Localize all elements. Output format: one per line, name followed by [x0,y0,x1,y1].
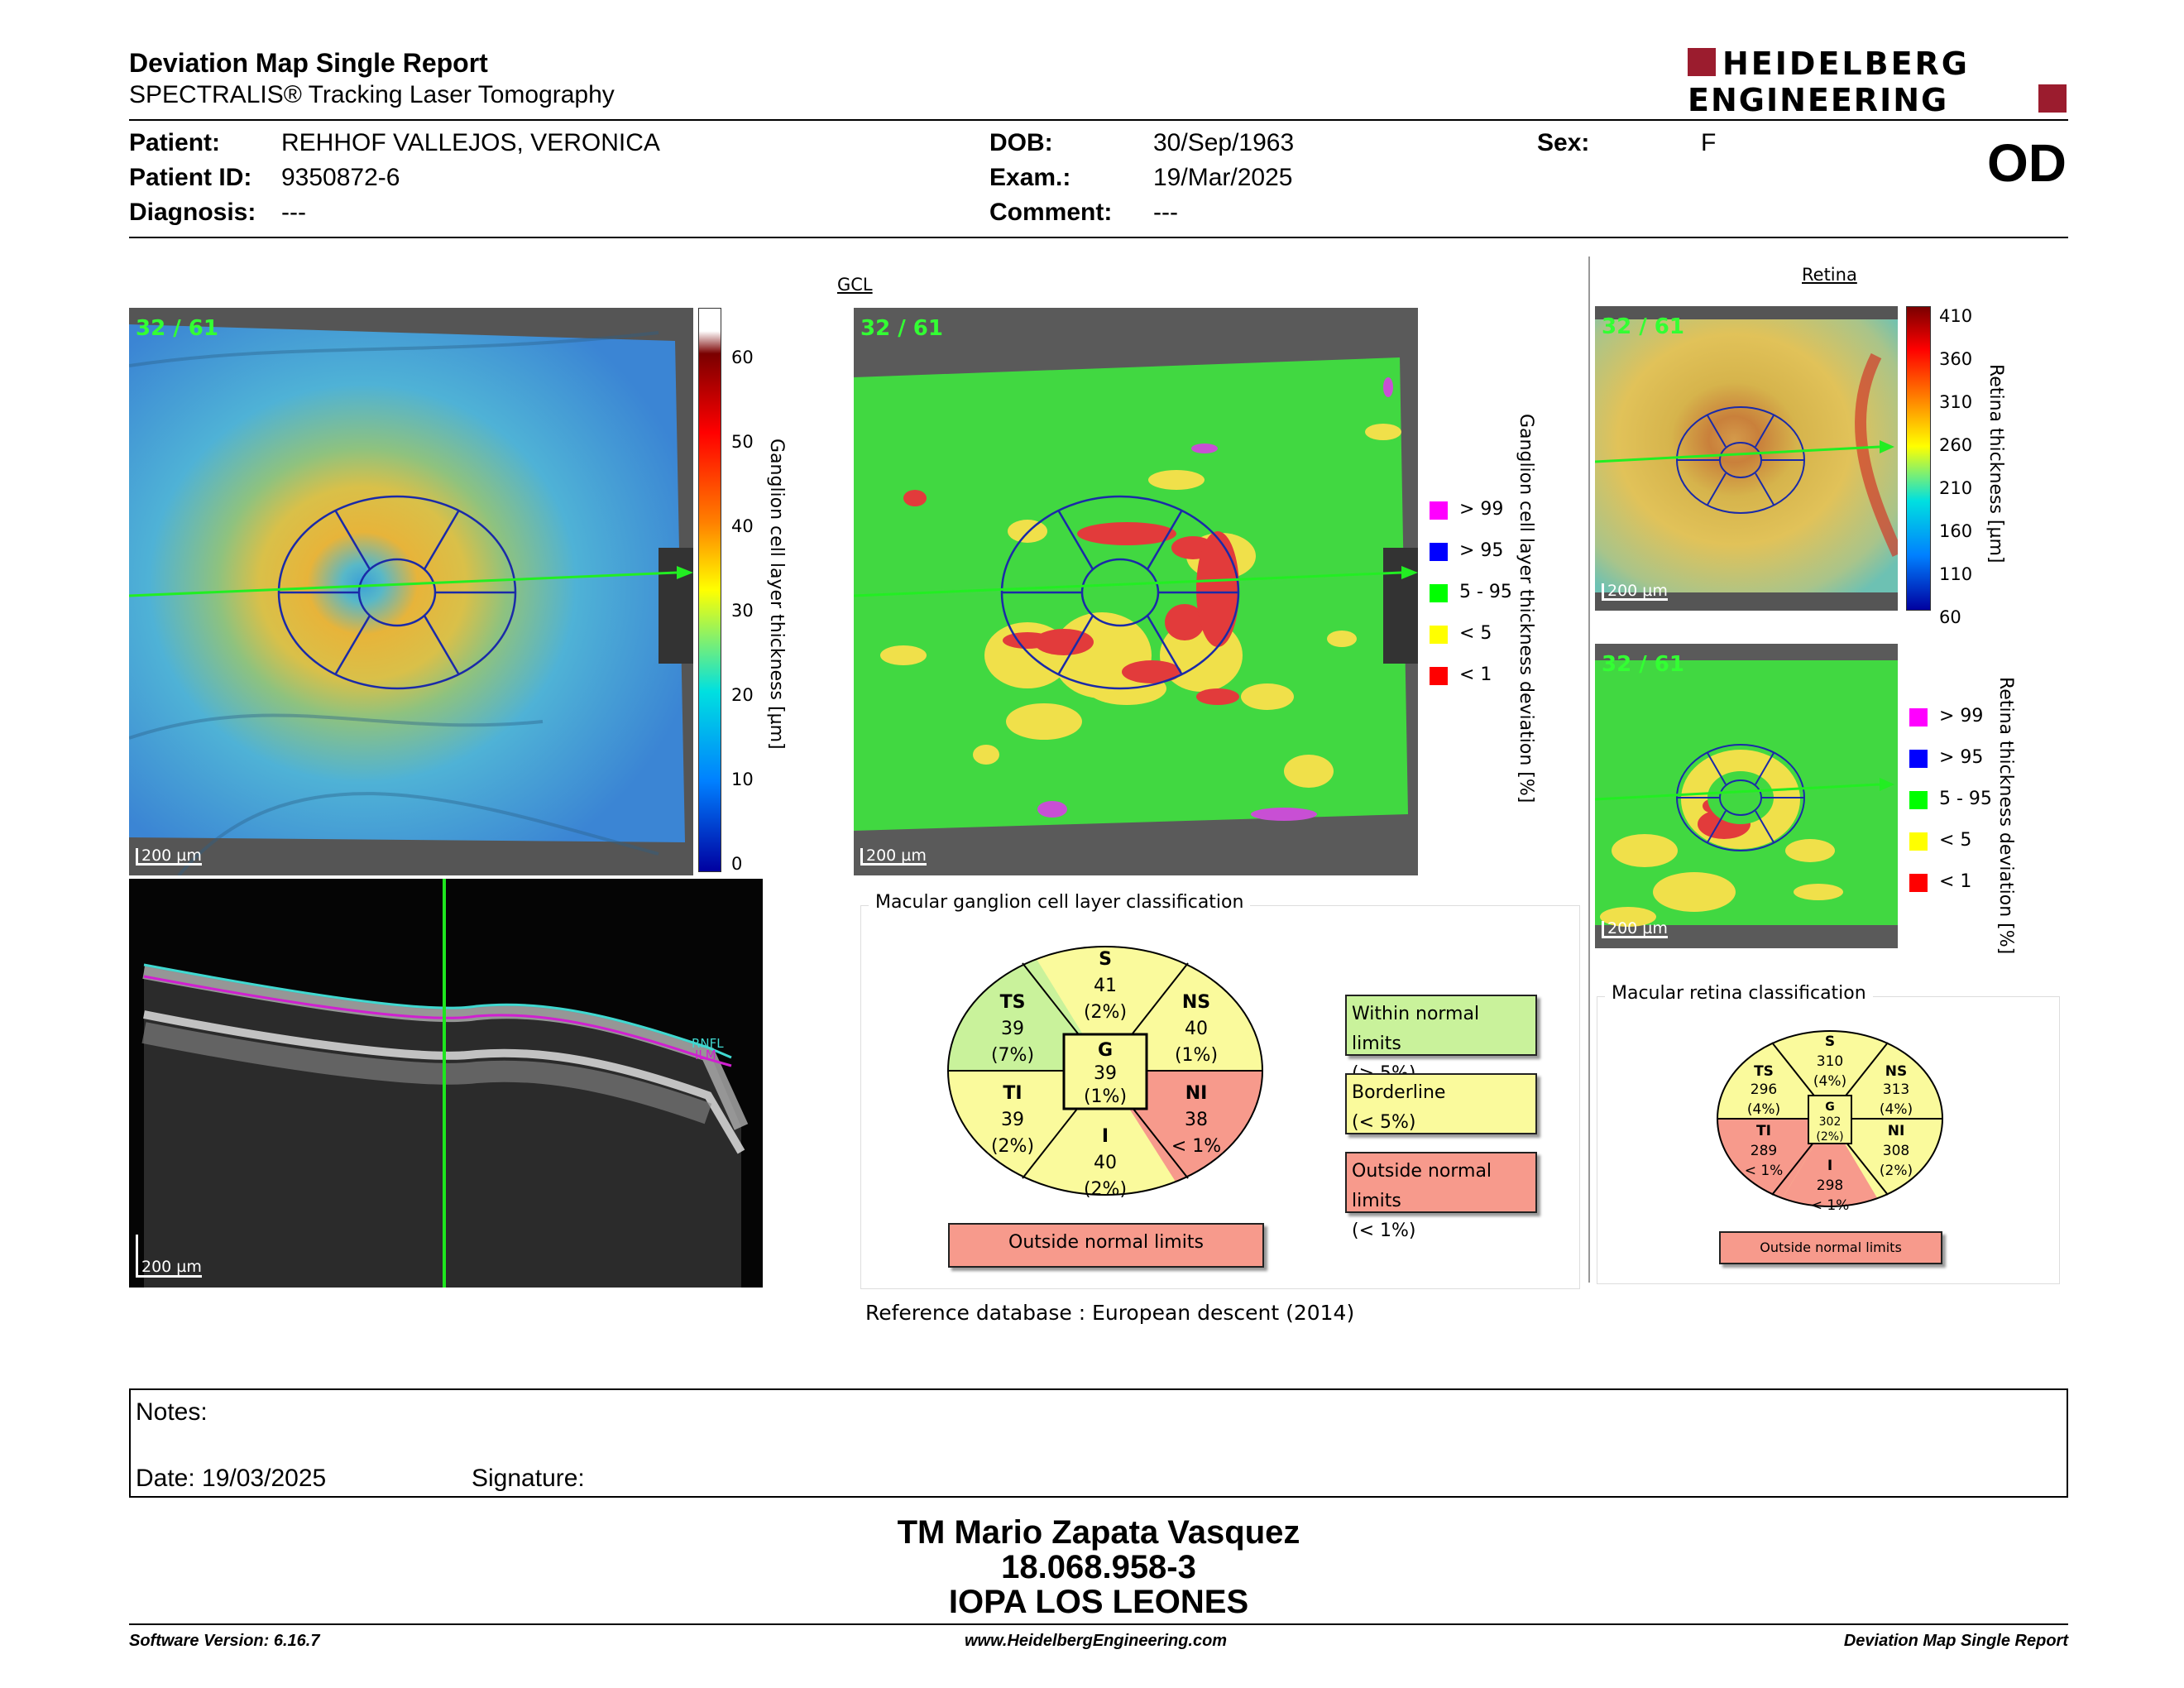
heidelberg-logo [1688,46,2068,116]
legend-swatch [1430,626,1448,644]
retina-sector-diagram [1714,1028,1949,1213]
svg-text:(4%): (4%) [1813,1073,1847,1090]
header-divider [129,119,2068,121]
legend-swatch [1909,832,1928,851]
footer-divider [129,1623,2068,1625]
patient-name: REHHOF VALLEJOS, VERONICA [281,129,660,156]
svg-text:289: 289 [1750,1143,1778,1159]
svg-text:S: S [1824,1033,1836,1050]
colorbar-tick-label: 360 [1939,349,1973,369]
scan-counter: 32 / 61 [860,316,943,341]
svg-text:I: I [1827,1158,1833,1174]
colorbar-tick-label: 50 [731,432,754,452]
gcl-result-box: Outside normal limits [948,1223,1264,1268]
legend-label: > 95 [1939,747,1984,768]
classification-legend-item [1345,1073,1537,1134]
retina-thickness-axis-title: Retina thickness [µm] [1985,364,2006,563]
svg-text:40: 40 [1094,1153,1117,1173]
comment-label: Comment: [989,199,1113,226]
signer-organization: IOPA LOS LEONES [948,1584,1249,1620]
svg-text:(2%): (2%) [1083,1002,1128,1023]
legend-item-label: Within normal limits [1352,1004,1480,1054]
colorbar-tick-label: 60 [731,348,754,367]
svg-text:(4%): (4%) [1879,1101,1913,1118]
retina-thickness-map [1595,306,1898,611]
footer-report-name: Deviation Map Single Report [1843,1632,2068,1650]
svg-text:296: 296 [1750,1081,1778,1098]
date-label: Date: 19/03/2025 [136,1465,327,1492]
retina-result-box: Outside normal limits [1719,1231,1942,1264]
report-subtitle: SPECTRALIS® Tracking Laser Tomography [129,81,615,108]
sex-label: Sex: [1537,129,1590,156]
notes-box[interactable] [129,1388,2068,1498]
svg-text:(2%): (2%) [990,1136,1035,1157]
website-link[interactable]: www.HeidelbergEngineering.com [965,1632,1228,1650]
legend-swatch [1909,791,1928,809]
colorbar-tick-label: 310 [1939,392,1973,412]
retina-link[interactable]: Retina [1802,265,1857,285]
svg-text:NI: NI [1887,1123,1905,1139]
colorbar-tick-label: 0 [731,854,743,874]
legend-swatch [1909,750,1928,768]
classification-legend-item [1345,1152,1537,1241]
patient-divider [129,237,2068,238]
svg-text:313: 313 [1882,1081,1910,1098]
legend-swatch [1430,584,1448,602]
software-version: Software Version: 6.16.7 [129,1632,320,1650]
svg-text:302: 302 [1818,1115,1842,1129]
svg-text:(1%): (1%) [1174,1045,1219,1066]
svg-text:TI: TI [1756,1123,1771,1139]
legend-label: > 99 [1459,499,1504,520]
bscan-scale-bar: 200 µm [136,1235,202,1278]
colorbar-tick-label: 20 [731,685,754,705]
legend-label: 5 - 95 [1459,582,1512,602]
sex-value: F [1701,129,1717,156]
svg-text:(1%): (1%) [1083,1086,1128,1107]
svg-text:NS: NS [1181,992,1211,1013]
logo-line1: HEIDELBERG [1722,46,1970,82]
colorbar-tick-label: 160 [1939,521,1973,541]
patient-id: 9350872-6 [281,164,400,191]
gcl-deviation-axis-title: Ganglion cell layer thickness deviation [%] [1516,414,1536,803]
svg-text:308: 308 [1882,1143,1910,1159]
legend-label: < 1 [1939,871,1972,892]
svg-text:TI: TI [1003,1083,1023,1104]
scan-counter: 32 / 61 [136,316,218,341]
legend-label: > 99 [1939,706,1984,727]
svg-text:(2%): (2%) [1816,1130,1844,1144]
legend-swatch [1430,667,1448,685]
gcl-thickness-colorbar [698,308,721,872]
gcl-sector-diagram [943,942,1274,1206]
legend-item-range: (< 5%) [1352,1112,1416,1133]
eye-indicator: OD [1987,133,2067,193]
diagnosis-label: Diagnosis: [129,199,256,226]
rnfl-label: RNFL [692,1036,724,1051]
retina-deviation-axis-title: Retina thickness deviation [%] [1995,677,2016,955]
svg-text:(2%): (2%) [1083,1179,1128,1200]
colorbar-tick-label: 10 [731,770,754,789]
report-title: Deviation Map Single Report [129,48,488,78]
reference-database: Reference database : European descent (2014) [865,1301,1355,1325]
signature-label: Signature: [472,1465,585,1492]
colorbar-tick-label: 110 [1939,564,1973,584]
svg-text:41: 41 [1094,976,1117,996]
svg-text:40: 40 [1185,1019,1208,1039]
legend-label: 5 - 95 [1939,789,1992,809]
diagnosis-value: --- [281,199,306,226]
signer-id: 18.068.958-3 [1001,1549,1196,1585]
svg-text:< 1%: < 1% [1744,1163,1784,1179]
svg-text:< 1%: < 1% [1810,1197,1850,1213]
svg-text:TS: TS [999,992,1026,1013]
svg-text:310: 310 [1816,1053,1844,1070]
svg-text:TS: TS [1754,1063,1774,1080]
legend-item-label: Outside normal limits [1352,1161,1492,1211]
dob-value: 30/Sep/1963 [1153,129,1295,156]
gcl-thickness-map [129,308,693,875]
svg-text:39: 39 [1094,1063,1117,1084]
scan-counter: 32 / 61 [1602,314,1684,339]
svg-text:38: 38 [1185,1110,1208,1130]
svg-text:(2%): (2%) [1879,1163,1913,1179]
colorbar-tick-label: 210 [1939,478,1973,498]
gcl-deviation-map [854,308,1418,875]
svg-text:39: 39 [1001,1110,1024,1130]
svg-text:(7%): (7%) [990,1045,1035,1066]
legend-swatch [1430,501,1448,520]
legend-swatch [1909,874,1928,892]
retina-classification-title: Macular retina classification [1605,983,1873,1004]
exam-label: Exam.: [989,164,1071,191]
svg-text:S: S [1099,949,1112,970]
oct-bscan [129,879,763,1288]
legend-label: > 95 [1459,540,1504,561]
scale-bar: 200 µm [860,848,927,866]
legend-item-label: Borderline [1352,1082,1446,1103]
svg-text:39: 39 [1001,1019,1024,1039]
gcl-thickness-axis-title: Ganglion cell layer thickness [µm] [766,439,787,750]
colorbar-tick-label: 40 [731,516,754,536]
legend-label: < 5 [1939,830,1972,851]
retina-deviation-map [1595,644,1898,948]
gcl-link[interactable]: GCL [837,275,873,295]
colorbar-tick-label: 30 [731,601,754,621]
svg-text:NI: NI [1185,1083,1208,1104]
legend-item-range: (< 1%) [1352,1220,1416,1241]
colorbar-tick-label: 260 [1939,435,1973,455]
classification-legend-item [1345,995,1537,1056]
legend-swatch [1909,708,1928,727]
legend-label: < 1 [1459,664,1492,685]
svg-text:G: G [1825,1101,1835,1114]
scale-bar: 200 µm [1602,921,1668,938]
ilm-label: ILM [695,1048,716,1062]
exam-value: 19/Mar/2025 [1153,164,1293,191]
scale-bar: 200 µm [136,848,202,866]
scan-counter: 32 / 61 [1602,652,1684,677]
column-divider [1588,257,1590,1283]
notes-label: Notes: [136,1398,208,1426]
gcl-classification-title: Macular ganglion cell layer classification [869,892,1250,913]
dob-label: DOB: [989,129,1053,156]
comment-value: --- [1153,199,1178,226]
svg-text:298: 298 [1816,1177,1844,1194]
retina-thickness-colorbar [1906,306,1931,611]
svg-text:I: I [1101,1126,1109,1147]
scale-bar: 200 µm [1602,583,1668,601]
svg-text:(4%): (4%) [1746,1101,1781,1118]
signer-name: TM Mario Zapata Vasquez [897,1514,1300,1551]
legend-label: < 5 [1459,623,1492,644]
svg-text:< 1%: < 1% [1171,1136,1222,1157]
legend-swatch [1430,543,1448,561]
colorbar-tick-label: 60 [1939,607,1961,627]
svg-text:NS: NS [1885,1063,1908,1080]
patient-label: Patient: [129,129,221,156]
colorbar-tick-label: 410 [1939,306,1973,326]
patient-id-label: Patient ID: [129,164,252,191]
svg-text:G: G [1097,1040,1114,1061]
logo-line2: ENGINEERING [1688,82,1949,116]
